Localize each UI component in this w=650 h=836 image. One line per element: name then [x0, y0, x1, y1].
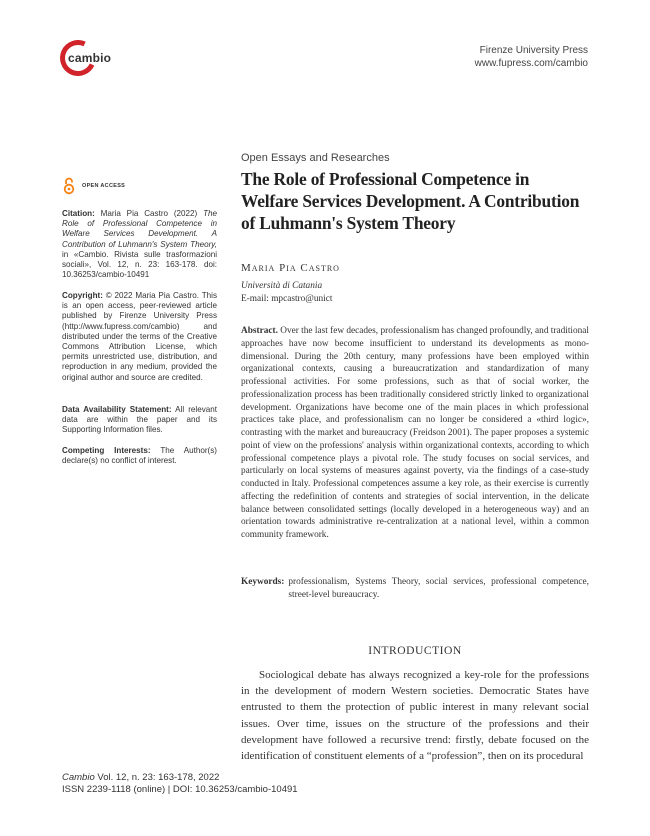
competing-interests-block: [62, 446, 217, 466]
abstract: [241, 325, 589, 542]
citation-author: Maria Pia Castro (2022): [100, 209, 198, 218]
competing-interests-text: The Author(s) declare(s) no conflict of interest.: [62, 446, 217, 466]
footer-journal: Cambio: [62, 772, 95, 783]
section-label: Open Essays and Researches: [241, 152, 390, 164]
footer-issn-doi: ISSN 2239-1118 (online) | DOI: 10.36253/cambio-10491: [62, 784, 298, 795]
open-access-icon: [62, 177, 76, 195]
affiliation: Università di Catania: [241, 281, 323, 291]
keywords-text: professionalism, Systems Theory, social services, professional competence, street-level bureaucracy.: [288, 577, 589, 600]
publisher-url[interactable]: www.fupress.com/cambio: [474, 58, 588, 69]
introduction-paragraph: Sociological debate has always recognized a key-role for the professions in the development of modern Western societies. Democratic States have entrusted to them the protection of public interest in many relevant social issues. Over time, issues on the structure of the professions and their development have followed a recursive trend: firstly, debate focused on the identification of constituent elements of a “profession”, then on its procedural: [241, 669, 589, 763]
footer: [62, 772, 298, 796]
competing-interests-label: Competing Interests:: [62, 446, 151, 455]
section-heading-introduction: INTRODUCTION: [368, 644, 462, 657]
citation-block: [62, 209, 217, 280]
author-name: Maria Pia Castro: [241, 262, 340, 274]
abstract-label: Abstract.: [241, 326, 278, 336]
author-email: E-mail: mpcastro@unict: [241, 293, 333, 304]
data-availability-text: All relevant data are within the paper and its Supporting Information files.: [62, 405, 217, 435]
citation-label: Citation:: [62, 209, 95, 218]
abstract-text: Over the last few decades, professionalism has changed profoundly, and traditional approaches have now become insufficient to understand its developments as mono-dimensional. During the 20th century, many professions have been employed within organizational contexts, causing a bureaucratization and standardization of many professional activities. For some professions, such as that of social worker, the professionalization process has been traditionally considered strictly linked to organizational development. Organizations have become one of the main places in which professional practices take place, and professionalism can no longer be considered a «third logic», contrasting with the market and bureaucracy (Freidson 2001). The paper proposes a systemic point of view on the professions' analysis within organizational contexts, according to which professional competence plays a pivotal role. The study focuses on social services, and particularly on local systems of measures against poverty, via the findings of a case-study conducted in Italy. Professional competences assume a key role, as their exercise is currently affecting the redefinition of contents and strategies of social intervention, in the delicate balance between consolidated settings (locally developed in a heterogeneous way) and an orientation towards administrative re-centralization at a national level, within a common community framework.: [241, 326, 590, 540]
copyright-text: © 2022 Maria Pia Castro. This is an open access, peer-reviewed article published by Firenze University Press (http://www.fupress.com/cambio) and distributed under the terms of the Creative Commons Attribution License, which permits unrestricted use, distribution, and reproduction in any medium, provided the original author and source are credited.: [62, 291, 217, 382]
footer-citation: [62, 772, 298, 784]
data-availability-label: Data Availability Statement:: [62, 405, 172, 414]
cambio-logo: [60, 40, 130, 80]
logo-text: cambio: [68, 51, 112, 65]
open-access-label: OPEN ACCESS: [82, 183, 126, 189]
affiliation-block: [241, 280, 589, 305]
copyright-block: [62, 291, 217, 383]
data-availability-block: [62, 405, 217, 436]
publisher-name: Firenze University Press: [479, 45, 588, 56]
article-title: The Role of Professional Competence in Welfare Services Development. A Contribution of Luhmann's System Theory: [241, 169, 580, 233]
publisher-block: [475, 44, 588, 70]
citation-title: The Role of Professional Competence in Welfare Services Development. A Contribution of Luhmann's System Theory,: [62, 209, 218, 249]
keywords-label: Keywords:: [241, 577, 285, 587]
keywords: [241, 576, 589, 602]
copyright-label: Copyright:: [62, 291, 103, 300]
citation-details: in «Cambio. Rivista sulle trasformazioni sociali», Vol. 12, n. 23: 163-178. doi: 10.36253/cambio-10491: [62, 249, 217, 280]
footer-volume: Vol. 12, n. 23: 163-178, 2022: [97, 772, 220, 783]
open-access-badge: [62, 176, 125, 196]
